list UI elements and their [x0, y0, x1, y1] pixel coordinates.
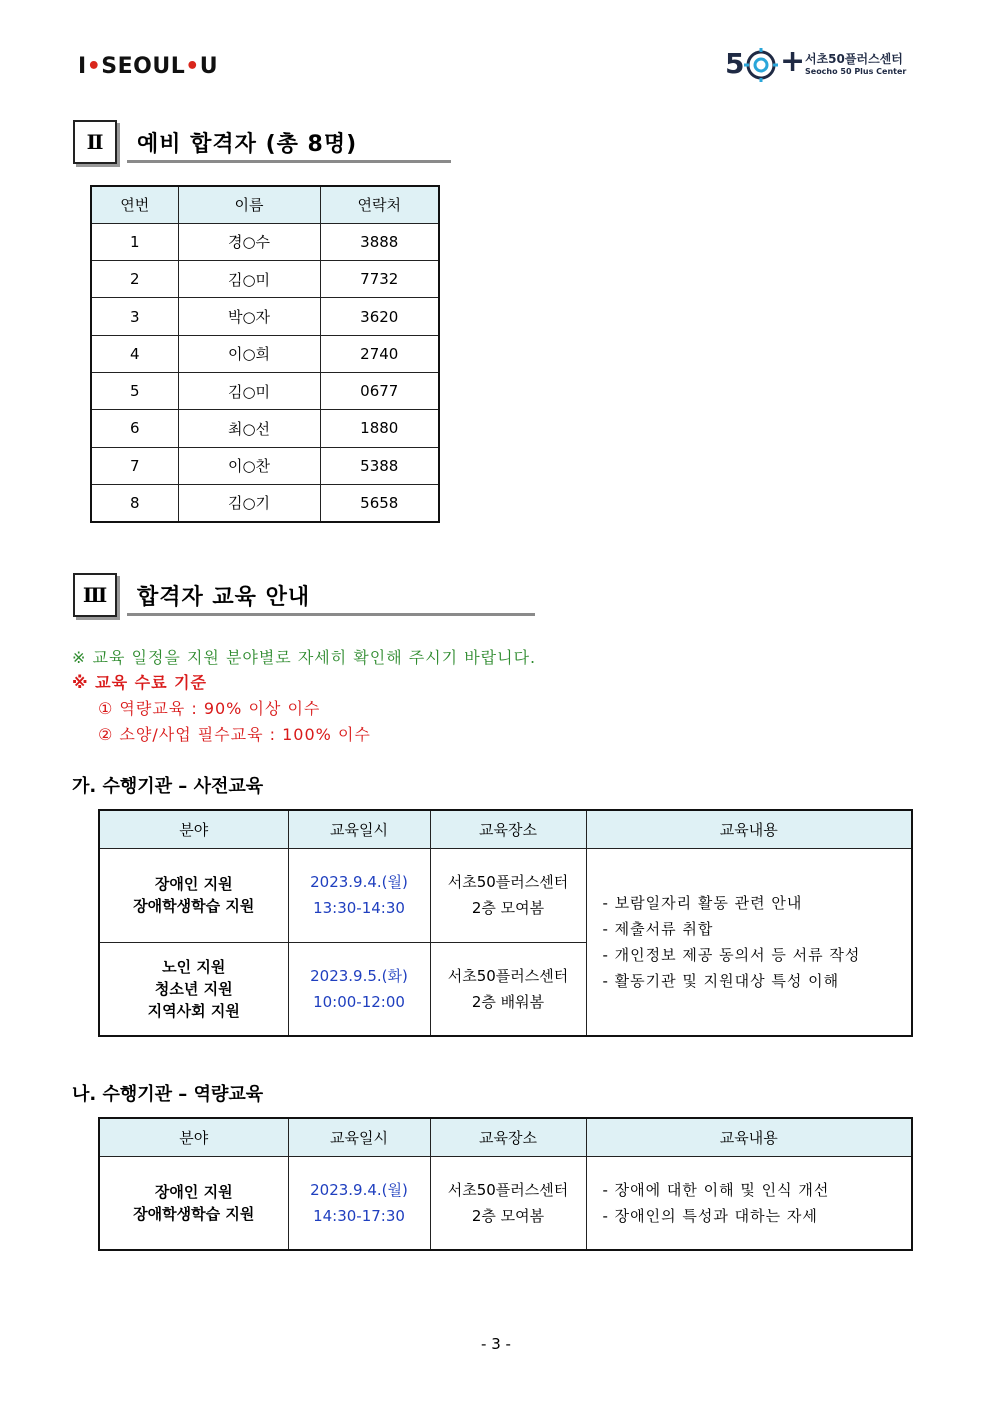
table-row — [91, 484, 439, 521]
field-line: 노인 지원 — [162, 957, 226, 976]
cell-place — [430, 942, 586, 1036]
cell-name: 박○자 — [178, 298, 320, 335]
table-row — [99, 1156, 912, 1250]
pre-education-table — [98, 809, 913, 1037]
cell-number: 2 — [91, 261, 178, 298]
content-item: - 개인정보 제공 동의서 등 서류 작성 — [602, 945, 861, 964]
col-header-field: 분야 — [99, 1118, 288, 1156]
cell-number: 7 — [91, 447, 178, 484]
field-line: 장애학생학습 지원 — [133, 897, 255, 915]
table-header-row — [99, 810, 912, 848]
cell-datetime — [288, 848, 430, 942]
table-row — [91, 335, 439, 372]
table-row — [91, 261, 439, 298]
col-header-contact: 연락처 — [320, 186, 439, 223]
completion-criteria-heading: ※ 교육 수료 기준 — [72, 673, 208, 692]
col-header-number: 연번 — [91, 186, 178, 223]
reserve-candidates-table — [90, 185, 440, 523]
cell-number: 3 — [91, 298, 178, 335]
cell-contact: 5388 — [320, 447, 439, 484]
col-header-field: 분야 — [99, 810, 288, 848]
place-text: 서초50플러스센터 — [447, 873, 569, 891]
cell-number: 4 — [91, 335, 178, 372]
section-title: 예비 합격자 (총 8명) — [137, 132, 358, 157]
room-text: 2층 모여봄 — [471, 1206, 545, 1225]
cell-number: 8 — [91, 484, 178, 521]
date-text: 2023.9.4.(월) — [310, 873, 408, 891]
place-text: 서초50플러스센터 — [447, 1180, 569, 1199]
logo-dot: • — [185, 54, 200, 79]
subsection-b-title: 나. 수행기관 – 역량교육 — [72, 1084, 264, 1105]
cell-content — [586, 848, 912, 1036]
table-row — [91, 223, 439, 260]
schedule-note: ※ 교육 일정을 지원 분야별로 자세히 확인해 주시기 바랍니다. — [72, 648, 537, 667]
logo-text-i: I — [78, 54, 87, 79]
col-header-datetime: 교육일시 — [288, 810, 430, 848]
table-row — [91, 372, 439, 409]
cell-field — [99, 848, 288, 942]
table-row — [91, 447, 439, 484]
cell-content — [586, 1156, 912, 1250]
date-text: 2023.9.5.(화) — [310, 966, 408, 985]
cell-name: 이○찬 — [178, 447, 320, 484]
cell-name: 경○수 — [178, 223, 320, 260]
cell-contact: 7732 — [320, 261, 439, 298]
date-text: 2023.9.4.(월) — [310, 1180, 408, 1199]
room-text: 2층 배워봄 — [471, 992, 545, 1011]
content-item: - 보람일자리 활동 관련 안내 — [602, 893, 803, 912]
competency-education-table — [98, 1117, 913, 1251]
logo-num: 5 — [725, 47, 745, 80]
cell-place — [430, 1156, 586, 1250]
table-row — [91, 298, 439, 335]
table-header-row — [91, 186, 439, 223]
section-3-heading — [73, 573, 543, 621]
cell-name: 김○기 — [178, 484, 320, 521]
target-circle-icon — [743, 48, 779, 82]
cell-name: 김○미 — [178, 261, 320, 298]
section-underline — [127, 613, 535, 616]
cell-name: 최○선 — [178, 410, 320, 447]
time-text: 10:00-12:00 — [313, 992, 405, 1011]
table-row — [99, 848, 912, 942]
col-header-content: 교육내용 — [586, 810, 912, 848]
cell-number: 1 — [91, 223, 178, 260]
logo-korean-name: 서초50플러스센터 — [805, 52, 903, 66]
table-header-row — [99, 1118, 912, 1156]
field-line: 장애인 지원 — [154, 1182, 233, 1201]
section-2-heading — [73, 120, 453, 168]
field-line: 청소년 지원 — [154, 979, 233, 998]
content-item: - 제출서류 취합 — [602, 919, 714, 938]
logo-dot: • — [86, 54, 102, 79]
time-text: 14:30-17:30 — [313, 1206, 405, 1225]
table-row — [91, 410, 439, 447]
content-item: - 장애에 대한 이해 및 인식 개선 — [602, 1180, 830, 1199]
cell-contact: 1880 — [320, 410, 439, 447]
col-header-place: 교육장소 — [430, 1118, 586, 1156]
col-header-datetime: 교육일시 — [288, 1118, 430, 1156]
cell-field — [99, 1156, 288, 1250]
place-text: 서초50플러스센터 — [447, 966, 569, 985]
seocho-50-plus-logo — [725, 44, 905, 84]
logo-plus: + — [780, 44, 806, 79]
field-line: 장애학생학습 지원 — [133, 1204, 255, 1223]
criteria-item: ② 소양/사업 필수교육 : 100% 이수 — [98, 725, 371, 744]
field-line: 지역사회 지원 — [147, 1001, 240, 1020]
cell-contact: 2740 — [320, 335, 439, 372]
cell-datetime — [288, 942, 430, 1036]
cell-number: 6 — [91, 410, 178, 447]
room-text: 2층 모여봄 — [471, 899, 545, 917]
cell-place — [430, 848, 586, 942]
section-number: Ⅲ — [73, 573, 117, 617]
content-item: - 장애인의 특성과 대하는 자세 — [602, 1206, 818, 1225]
cell-field — [99, 942, 288, 1036]
time-text: 13:30-14:30 — [313, 899, 405, 917]
logo-english-name: Seocho 50 Plus Center — [805, 67, 907, 76]
cell-datetime — [288, 1156, 430, 1250]
section-title: 합격자 교육 안내 — [137, 585, 311, 610]
field-line: 장애인 지원 — [154, 875, 233, 893]
logo-text-u: U — [199, 54, 219, 79]
criteria-item: ① 역량교육 : 90% 이상 이수 — [98, 699, 321, 718]
col-header-content: 교육내용 — [586, 1118, 912, 1156]
section-number: Ⅱ — [73, 120, 117, 164]
cell-contact: 3620 — [320, 298, 439, 335]
cell-name: 김○미 — [178, 372, 320, 409]
page-number: - 3 - — [481, 1335, 511, 1353]
cell-name: 이○희 — [178, 335, 320, 372]
col-header-name: 이름 — [178, 186, 320, 223]
logo-text-seoul: SEOUL — [101, 54, 186, 79]
subsection-a-title: 가. 수행기관 – 사전교육 — [72, 776, 264, 797]
cell-contact: 0677 — [320, 372, 439, 409]
cell-contact: 3888 — [320, 223, 439, 260]
section-underline — [127, 160, 451, 163]
i-seoul-u-logo — [78, 54, 218, 79]
col-header-place: 교육장소 — [430, 810, 586, 848]
cell-number: 5 — [91, 372, 178, 409]
cell-contact: 5658 — [320, 484, 439, 521]
content-item: - 활동기관 및 지원대상 특성 이해 — [602, 971, 840, 990]
